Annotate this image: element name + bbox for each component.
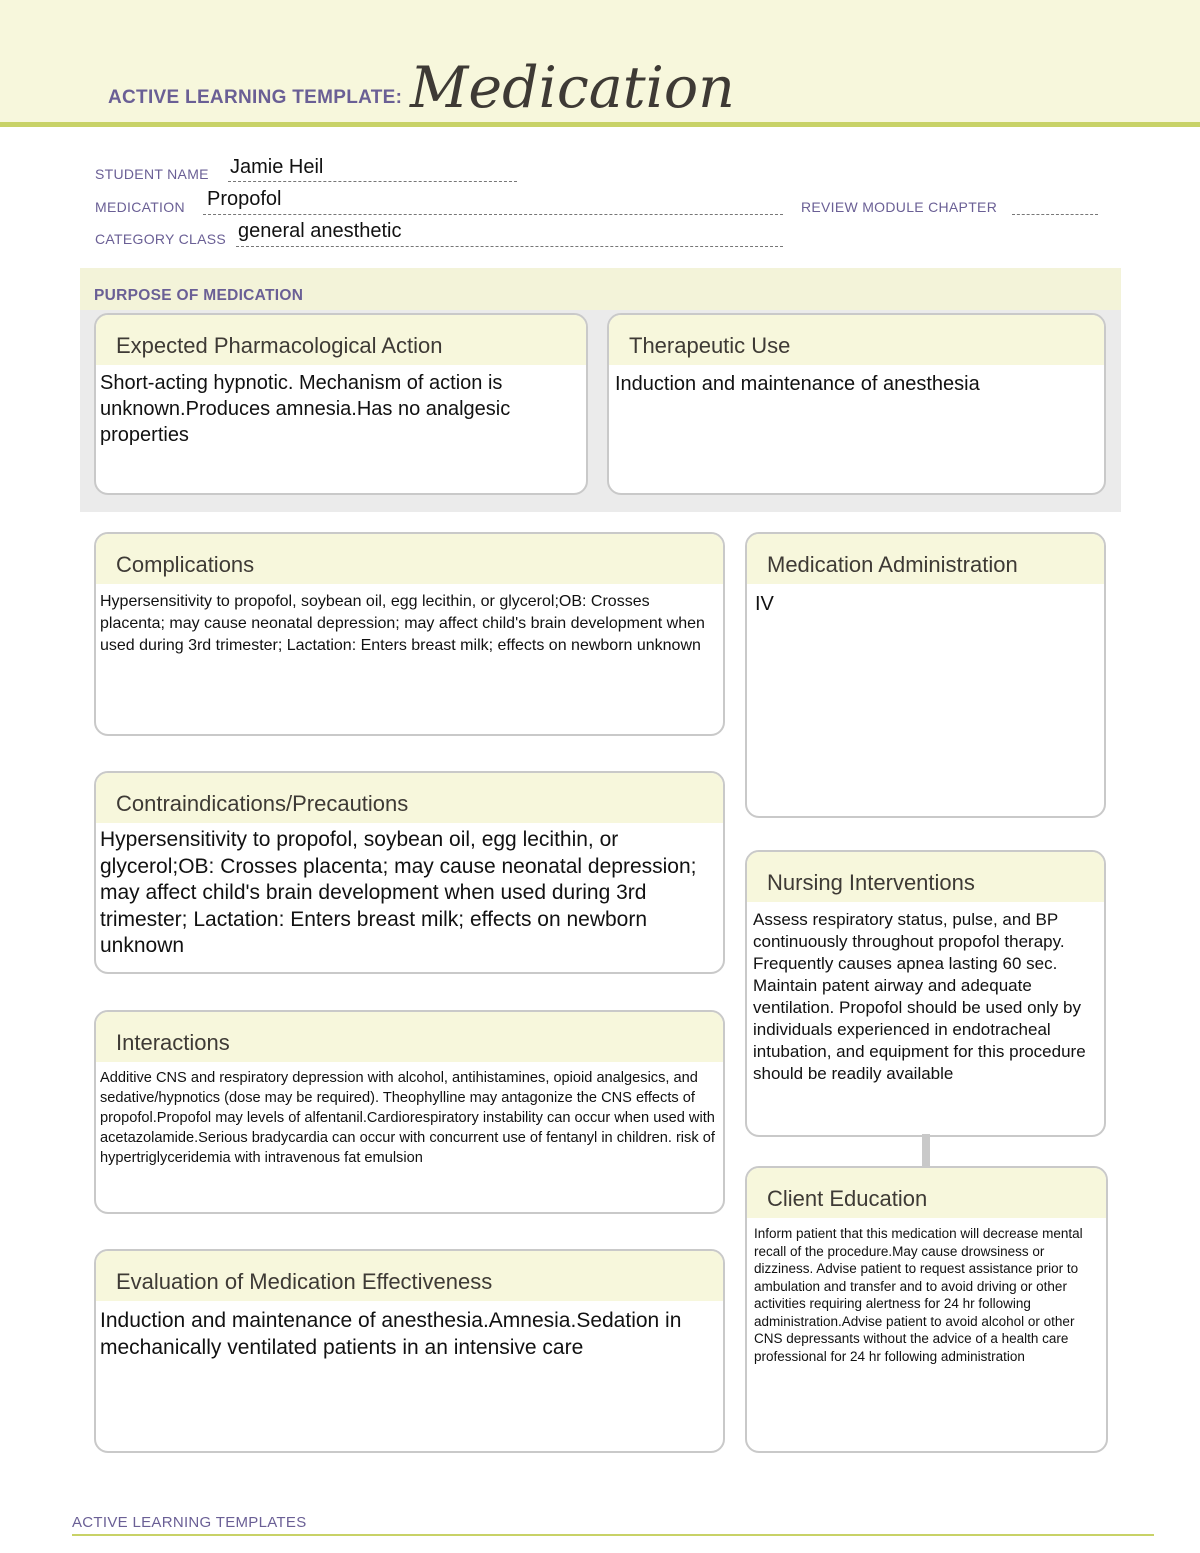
interactions-title: Interactions xyxy=(116,1030,230,1055)
client-education-text[interactable]: Inform patient that this medication will decrease mental recall of the procedure.May cause drowsiness or dizziness. Advise patient to request assistance prior to ambulation and transfer and to avoid driving or other activities requiring alertness for 24 hr following administration.Advise patient to avoid alcohol or other CNS depressants without the advice of a health care professional for 24 hr following administration xyxy=(754,1226,1083,1364)
interactions-text[interactable]: Additive CNS and respiratory depression with alcohol, antihistamines, opioid analgesics, and sedative/hypnotics (dose may be required). Theophylline may antagonize the CNS effects of propofol.Propofol may levels of alfentanil.Cardiorespiratory instability can occur when used with acetazolamide.Serious bradycardia can occur with concurrent use of fentanyl in children. risk of hypertriglyceridemia with intravenous fat emulsion xyxy=(100,1070,715,1166)
footer-rule xyxy=(72,1534,1154,1536)
administration-box xyxy=(745,532,1106,818)
client-education-box xyxy=(745,1166,1108,1453)
contraindications-text[interactable]: Hypersensitivity to propofol, soybean oil, egg lecithin, or glycerol;OB: Crosses placenta; may cause neonatal depression; may affect child's brain development when used during 3rd trimester; Lactation: Enters breast milk; effects on newborn unknown xyxy=(100,828,697,957)
box-connector xyxy=(922,1134,930,1167)
nursing-interventions-box xyxy=(745,850,1106,1137)
expected-action-title: Expected Pharmacological Action xyxy=(116,333,443,358)
evaluation-title: Evaluation of Medication Effectiveness xyxy=(116,1269,493,1294)
client-education-title: Client Education xyxy=(767,1186,928,1211)
expected-action-text[interactable]: Short-acting hypnotic. Mechanism of action is unknown.Produces amnesia.Has no analgesic properties xyxy=(100,372,511,446)
expected-action-box xyxy=(94,313,588,495)
therapeutic-use-title: Therapeutic Use xyxy=(629,333,791,358)
evaluation-text[interactable]: Induction and maintenance of anesthesia.Amnesia.Sedation in mechanically ventilated patients in an intensive care xyxy=(100,1309,682,1359)
review-module-field[interactable] xyxy=(1012,214,1098,215)
medication-field[interactable]: Propofol xyxy=(207,188,282,210)
contraindications-box xyxy=(94,771,725,974)
administration-text[interactable]: IV xyxy=(755,593,774,615)
administration-title: Medication Administration xyxy=(767,552,1018,577)
review-module-label: REVIEW MODULE CHAPTER xyxy=(801,199,998,215)
nursing-interventions-title: Nursing Interventions xyxy=(767,870,975,895)
template-title: Medication xyxy=(410,55,735,121)
complications-title: Complications xyxy=(116,552,255,577)
complications-box xyxy=(94,532,725,736)
complications-text[interactable]: Hypersensitivity to propofol, soybean oil, egg lecithin, or glycerol;OB: Crosses placenta; may cause neonatal depression; may affect child's brain development when used during 3rd trimester; Lactation: Enters breast milk; effects on newborn unknown xyxy=(100,593,705,654)
header-rule xyxy=(0,122,1200,127)
category-class-field[interactable]: general anesthetic xyxy=(238,220,402,242)
category-class-underline xyxy=(236,246,783,247)
student-name-label: STUDENT NAME xyxy=(95,166,209,182)
therapeutic-use-box xyxy=(607,313,1106,495)
nursing-interventions-text[interactable]: Assess respiratory status, pulse, and BP continuously throughout propofol therapy. Frequently causes apnea lasting 60 sec. Maintain patent airway and adequate ventilation. Propofol should be used only by individuals experienced in endotracheal intubation, and equipment for this procedure should be readily available xyxy=(753,910,1086,1083)
contraindications-title: Contraindications/Precautions xyxy=(116,791,409,816)
student-name-field[interactable]: Jamie Heil xyxy=(230,156,324,178)
template-label: ACTIVE LEARNING TEMPLATE: xyxy=(108,87,403,108)
therapeutic-use-text[interactable]: Induction and maintenance of anesthesia xyxy=(615,373,980,395)
medication-label: MEDICATION xyxy=(95,199,185,215)
evaluation-box xyxy=(94,1249,725,1453)
category-class-label: CATEGORY CLASS xyxy=(95,231,227,247)
footer-label: ACTIVE LEARNING TEMPLATES xyxy=(72,1514,307,1531)
student-name-underline xyxy=(228,181,517,182)
purpose-title: PURPOSE OF MEDICATION xyxy=(94,287,304,304)
medication-underline xyxy=(203,214,783,215)
interactions-box xyxy=(94,1010,725,1214)
